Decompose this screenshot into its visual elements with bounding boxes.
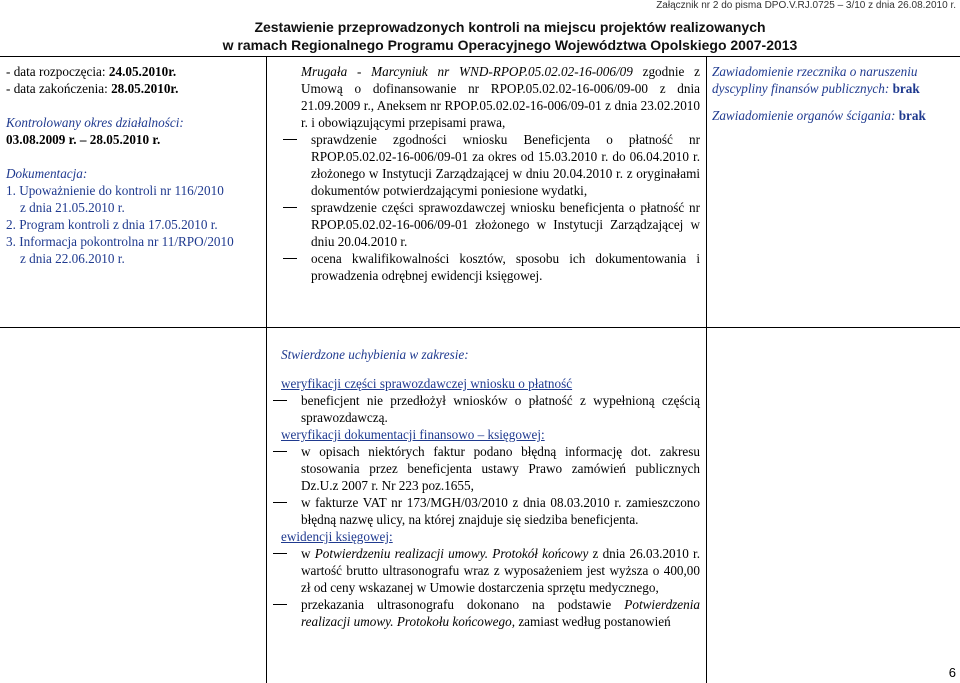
findings-section-title: weryfikacji dokumentacji finansowo – księgowej: xyxy=(281,427,545,442)
doc-item-date: z dnia 22.06.2010 r. xyxy=(20,251,125,266)
notice-discipline: Zawiadomienie rzecznika o naruszeniu dyscypliny finansów publicznych: brak xyxy=(712,64,920,96)
finding-item: beneficjent nie przedłożył wniosków o płatność z wypełnioną częścią sprawozdawczą. xyxy=(265,392,700,426)
page-title xyxy=(200,18,820,54)
notice-prosecution: Zawiadomienie organów ścigania: brak xyxy=(712,108,926,123)
docs-label: Dokumentacja: xyxy=(6,166,88,181)
period-label: Kontrolowany okres działalności: xyxy=(6,115,184,130)
title-line-2: w ramach Regionalnego Programu Operacyjnego Województwa Opolskiego 2007-2013 xyxy=(222,37,798,53)
findings-list xyxy=(281,375,700,630)
page-number: 6 xyxy=(948,665,956,680)
scope-item: ocena kwalifikowalności kosztów, sposobu ich dokumentowania i prowadzenia odrębnej ewidencji księgowej. xyxy=(275,250,700,284)
date-start: - data rozpoczęcia: 24.05.2010r. xyxy=(6,64,177,79)
table-row-divider xyxy=(0,327,960,328)
doc-item-date: z dnia 21.05.2010 r. xyxy=(20,200,125,215)
notices-column xyxy=(712,63,956,124)
title-line-1: Zestawienie przeprowadzonych kontroli na miejscu projektów realizowanych xyxy=(254,19,766,35)
doc-item: 3. Informacja pokontrolna nr 11/RPO/2010 xyxy=(6,234,234,249)
scope-item: sprawdzenie części sprawozdawczej wniosku beneficjenta o płatność nr RPOP.05.02.02-16-006/09-01 złożonego w Instytucji Zarządzającej w dniu 20.04.2010 r. xyxy=(275,199,700,250)
column-divider-2 xyxy=(706,56,707,683)
date-end: - data zakończenia: 28.05.2010r. xyxy=(6,81,179,96)
finding-item: w fakturze VAT nr 173/MGH/03/2010 z dnia 08.03.2010 r. zamieszczono błędną nazwę ulicy, na której znajduje się siedziba beneficjenta. xyxy=(265,494,700,528)
table-top-border xyxy=(0,56,960,57)
finding-item: przekazania ultrasonografu dokonano na podstawie Potwierdzenia realizacji umowy. Protokołu końcowego, zamiast według postanowień xyxy=(265,596,700,630)
doc-item: 1. Upoważnienie do kontroli nr 116/2010 xyxy=(6,183,224,198)
finding-item: w opisach niektórych faktur podano błędną informację dot. zakresu stosowania przez beneficjenta ustawy Prawo zamówień publicznych Dz.U.z 2007 r. Nr 223 poz.1655, xyxy=(265,443,700,494)
doc-item: 2. Program kontroli z dnia 17.05.2010 r. xyxy=(6,217,218,232)
findings-section-title: ewidencji księgowej: xyxy=(281,529,393,544)
agreement-text: Mrugała - Marcyniuk nr WND-RPOP.05.02.02-16-006/09 zgodnie z Umową o dofinansowanie nr RPOP.05.02.02-16-006/09-00 z dnia 21.09.2009 r., Aneksem nr RPOP.05.02.02-16-006/09-01 z dnia 23.02.2010 r. i obowiązującymi przepisami prawa, xyxy=(301,64,700,130)
period-value: 03.08.2009 r. – 28.05.2010 r. xyxy=(6,132,161,147)
control-scope-column xyxy=(301,63,700,284)
findings-heading: Stwierdzone uchybienia w zakresie: xyxy=(281,347,469,362)
attachment-note: Załącznik nr 2 do pisma DPO.V.RJ.0725 – 3/10 z dnia 26.08.2010 r. xyxy=(656,0,956,11)
scope-item: sprawdzenie zgodności wniosku Beneficjenta o płatność nr RPOP.05.02.02-16-006/09-01 za okres od 15.03.2010 r. do 06.04.2010 r. złożonego w Instytucji Zarządzającej w dniu 20.04.2010 r. z oryginałami dokumentów potwierdzającymi poniesione wydatki, xyxy=(275,131,700,199)
findings-section-title: weryfikacji części sprawozdawczej wniosku o płatność xyxy=(281,376,573,391)
control-dates-column xyxy=(6,63,261,267)
finding-item: w Potwierdzeniu realizacji umowy. Protokół końcowy z dnia 26.03.2010 r. wartość brutto ultrasonografu wraz z wyposażeniem jest wyższa o 400,00 zł od ceny wskazanej w Umowie dostarczenia sprzętu medycznego, xyxy=(265,545,700,596)
